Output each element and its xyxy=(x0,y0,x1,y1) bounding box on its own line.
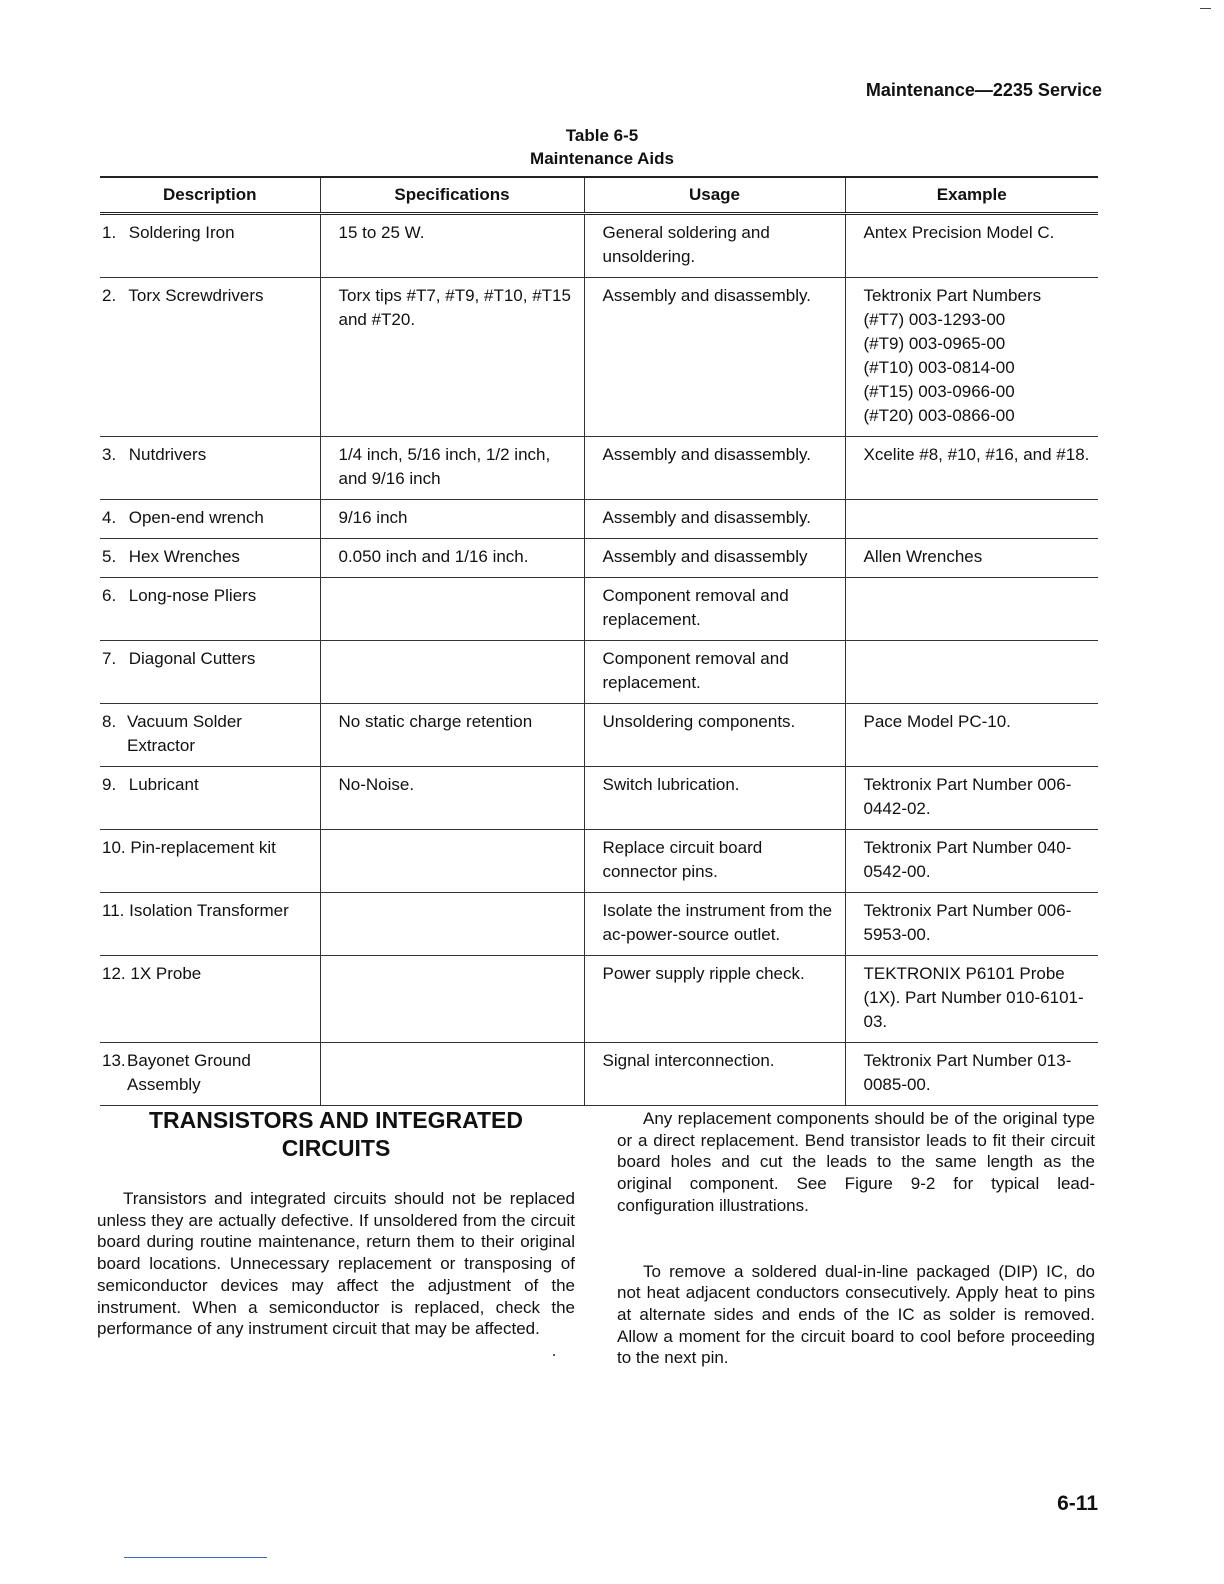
cell-description xyxy=(100,956,320,1043)
cell-example: Tektronix Part Numbers (#T7) 003-1293-00 (#T9) 003-0965-00 (#T10) 003-0814-00 (#T15) 003-0966-00 (#T20) 003-0866-00 xyxy=(845,278,1098,437)
cell-example: Tektronix Part Number 013-0085-00. xyxy=(845,1043,1098,1106)
cell-specifications xyxy=(320,1043,584,1106)
cell-example xyxy=(845,578,1098,641)
cell-example: Tektronix Part Number 040-0542-00. xyxy=(845,830,1098,893)
cell-example: Antex Precision Model C. xyxy=(845,214,1098,278)
cell-example xyxy=(845,500,1098,539)
cell-description xyxy=(100,539,320,578)
cell-description xyxy=(100,500,320,539)
item-number: 2. xyxy=(102,286,117,305)
cell-specifications xyxy=(320,830,584,893)
item-description: Pin-replacement kit xyxy=(130,838,276,857)
cell-specifications: 15 to 25 W. xyxy=(320,214,584,278)
cell-specifications: 9/16 inch xyxy=(320,500,584,539)
item-number: 7. xyxy=(102,649,117,668)
left-paragraph: Transistors and integrated circuits should not be replaced unless they are actually defective. If unsoldered from the circuit board during routine maintenance, return them to their original board locations. Unnecessary replacement or transposing of semiconductor devices may affect the adjustment of the instrument. When a semiconductor is replaced, check the performance of any instrument circuit that may be affected. xyxy=(97,1189,575,1339)
item-description: Bayonet Ground Assembly xyxy=(127,1051,251,1094)
item-description: Diagonal Cutters xyxy=(128,649,256,668)
page-number: 6-11 xyxy=(1057,1492,1098,1515)
right-text-column xyxy=(617,1108,1095,1369)
section-heading: TRANSISTORS AND INTEGRATED CIRCUITS xyxy=(149,1107,523,1161)
cell-specifications: No-Noise. xyxy=(320,767,584,830)
cell-example: TEKTRONIX P6101 Probe (1X). Part Number 010-6101-03. xyxy=(845,956,1098,1043)
table-row xyxy=(100,278,1098,437)
cell-example: Pace Model PC-10. xyxy=(845,704,1098,767)
item-number: 13. xyxy=(102,1051,126,1070)
item-number: 8. xyxy=(102,712,117,731)
cell-usage: Unsoldering components. xyxy=(584,704,845,767)
cell-example: Xcelite #8, #10, #16, and #18. xyxy=(845,437,1098,500)
cell-description xyxy=(100,1043,320,1106)
cell-description xyxy=(100,578,320,641)
running-head: Maintenance—2235 Service xyxy=(865,80,1102,100)
cell-usage: Assembly and disassembly. xyxy=(584,278,845,437)
item-number: 12. xyxy=(102,964,126,983)
cell-specifications xyxy=(320,956,584,1043)
cell-usage: Signal interconnection. xyxy=(584,1043,845,1106)
cell-usage: General soldering and unsoldering. xyxy=(584,214,845,278)
right-paragraph-replacement: Any replacement components should be of the original type or a direct replacement. Bend transistor leads to fit their circuit board holes and cut the leads to the same length as the original component. See Figure 9-2 for typical lead-configuration illustrations. xyxy=(617,1109,1095,1215)
cell-usage: Assembly and disassembly. xyxy=(584,437,845,500)
item-number: 11. xyxy=(102,901,125,920)
left-text-column xyxy=(97,1106,575,1340)
item-description: Long-nose Pliers xyxy=(128,586,257,605)
column-header-description: Description xyxy=(100,177,320,214)
table-number: Table 6-5 xyxy=(565,126,639,145)
cell-specifications: 1/4 inch, 5/16 inch, 1/2 inch, and 9/16 inch xyxy=(320,437,584,500)
table-row xyxy=(100,578,1098,641)
cell-specifications xyxy=(320,641,584,704)
column-header-specifications: Specifications xyxy=(320,177,584,214)
table-row xyxy=(100,437,1098,500)
edge-mark xyxy=(1200,8,1211,9)
cell-usage: Component removal and replacement. xyxy=(584,578,845,641)
item-description: 1X Probe xyxy=(130,964,202,983)
item-description: Hex Wrenches xyxy=(128,547,240,566)
table-row xyxy=(100,956,1098,1043)
footer-rule xyxy=(124,1557,267,1558)
cell-description xyxy=(100,641,320,704)
item-description: Soldering Iron xyxy=(128,223,235,242)
cell-specifications: 0.050 inch and 1/16 inch. xyxy=(320,539,584,578)
cell-specifications: No static charge retention xyxy=(320,704,584,767)
table-row xyxy=(100,830,1098,893)
item-description: Vacuum Solder Extractor xyxy=(127,712,242,755)
item-number: 4. xyxy=(102,508,117,527)
item-number: 10. xyxy=(102,838,126,857)
cell-example: Tektronix Part Number 006-5953-00. xyxy=(845,893,1098,956)
cell-usage: Isolate the instrument from the ac-power-source outlet. xyxy=(584,893,845,956)
maintenance-aids-table xyxy=(100,176,1098,1106)
table-row xyxy=(100,500,1098,539)
cell-description xyxy=(100,830,320,893)
cell-example xyxy=(845,641,1098,704)
table-row xyxy=(100,704,1098,767)
table-caption xyxy=(0,124,1204,170)
cell-example: Allen Wrenches xyxy=(845,539,1098,578)
item-description: Torx Screwdrivers xyxy=(128,286,264,305)
table-row xyxy=(100,893,1098,956)
cell-specifications: Torx tips #T7, #T9, #T10, #T15 and #T20. xyxy=(320,278,584,437)
print-speck xyxy=(553,1354,555,1356)
cell-usage: Assembly and disassembly. xyxy=(584,500,845,539)
cell-usage: Replace circuit board connector pins. xyxy=(584,830,845,893)
cell-example: Tektronix Part Number 006-0442-02. xyxy=(845,767,1098,830)
item-number: 6. xyxy=(102,586,117,605)
cell-usage: Power supply ripple check. xyxy=(584,956,845,1043)
table-row xyxy=(100,1043,1098,1106)
item-number: 9. xyxy=(102,775,117,794)
item-number: 3. xyxy=(102,445,117,464)
table-row xyxy=(100,641,1098,704)
table-row xyxy=(100,767,1098,830)
table-title: Maintenance Aids xyxy=(530,149,674,168)
cell-description xyxy=(100,214,320,278)
column-header-example: Example xyxy=(845,177,1098,214)
cell-description xyxy=(100,437,320,500)
item-description: Nutdrivers xyxy=(128,445,207,464)
cell-description xyxy=(100,767,320,830)
item-number: 1. xyxy=(102,223,117,242)
table-header-row xyxy=(100,177,1098,214)
cell-usage: Switch lubrication. xyxy=(584,767,845,830)
table-row xyxy=(100,214,1098,278)
item-description: Lubricant xyxy=(128,775,199,794)
column-header-usage: Usage xyxy=(584,177,845,214)
cell-specifications xyxy=(320,893,584,956)
cell-specifications xyxy=(320,578,584,641)
item-description: Isolation Transformer xyxy=(129,901,289,920)
cell-usage: Component removal and replacement. xyxy=(584,641,845,704)
right-paragraph-dip-removal: To remove a soldered dual-in-line packaged (DIP) IC, do not heat adjacent conductors consecutively. Apply heat to pins at alternate sides and ends of the IC as solder is removed. Allow a moment for the circuit board to cool before proceeding to the next pin. xyxy=(617,1261,1095,1368)
cell-description xyxy=(100,278,320,437)
cell-usage: Assembly and disassembly xyxy=(584,539,845,578)
cell-description xyxy=(100,893,320,956)
table-row xyxy=(100,539,1098,578)
item-description: Open-end wrench xyxy=(128,508,264,527)
cell-description xyxy=(100,704,320,767)
item-number: 5. xyxy=(102,547,117,566)
table-body xyxy=(100,214,1098,1106)
